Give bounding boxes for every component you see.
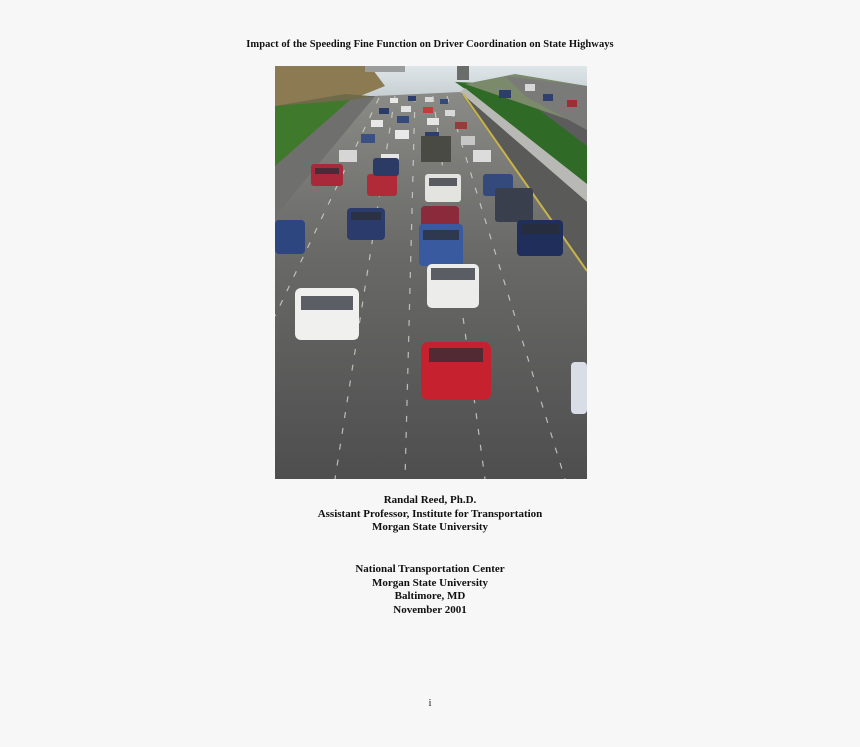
page-number: i [428,698,432,709]
publisher-university: Morgan State University [371,576,489,589]
publisher-name: National Transportation Center [355,563,505,575]
author-affiliation: Morgan State University [371,521,489,534]
author-block [0,494,860,535]
document-title: Impact of the Speeding Fine Function on Driver Coordination on State Highways [246,39,614,50]
cover-photo [275,66,587,479]
highway-traffic-photo [275,66,587,479]
author-position: Assistant Professor, Institute for Transportation [317,507,543,520]
publication-date: November 2001 [393,603,467,616]
publisher-block [0,563,860,617]
author-name: Randal Reed, Ph.D. [383,494,477,506]
publisher-location: Baltimore, MD [394,590,466,603]
